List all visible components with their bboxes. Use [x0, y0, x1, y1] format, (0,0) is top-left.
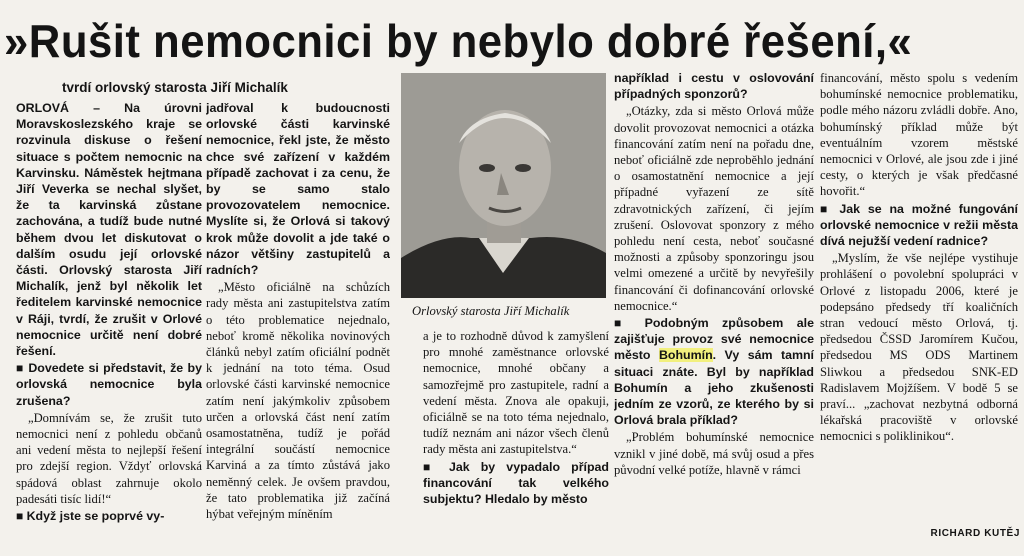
article-lead: ORLOVÁ – Na úrovni Moravskoslezského kraje se rozvinula diskuse o řešení situace s počtem nemocnic na Karvinsku. Náměstek hejtmana Jiří Veverka se nechal slyšet, že ta karvinská zůstane zachována, a tudíž bude nutné během dvou let diskutovat o dalším osudu její orlovské části. Orlovský starosta Jiří Michalík, jenž byl několik let ředitelem karvinské nemocnice v Ráji, tvrdí, že zrušit v Orlové nemocnice určitě není dobré řešení.	[16, 101, 202, 359]
interview-question-continued: například i cestu v oslovování případných sponzorů?	[614, 71, 814, 102]
portrait-photo	[401, 73, 606, 298]
interview-question-continued: jadřoval k budoucnosti orlovské části karvinské nemocnice, řekl jste, že město chce své zařízení v každém případě zachovat i za cenu, že by se samo stalo provozovatelem nemocnice. Myslíte si, že Orlová si takový krok může dovolit a jde také o názor většiny zastupitelů a radních?	[206, 101, 390, 278]
interview-question: ■ Jak se na možné fungování orlovské nemocnice v režii města dívá nejužší vedení radnice?	[820, 201, 1018, 250]
interview-answer: financování, město spolu s vedením bohumínské nemocnice problematiku, podle mého názoru zvládli dobře. Ano, bohumínský příklad může být eventuálním vzorem městské nemocnici v Orlové, ale jsou zde i jiné cesty, o kterých je však předčasné hovořit.“	[820, 71, 1018, 199]
interview-question: ■ Dovedete si představit, že by orlovská nemocnice byla zrušena?	[16, 360, 202, 409]
article-column-5	[820, 70, 1018, 520]
interview-answer: „Problém bohumínské nemocnice vznikl v jiné době, má svůj osud a přes původní velké potíže, hlavně v rámci	[614, 430, 814, 477]
interview-answer: „Domnívám se, že zrušit tuto nemocnici není z pohledu občanů ani vedení města to nejlepší řešení pro zdejší region. Vždyť orlovská spádová oblast zahrnuje okolo padesáti tisíc lidí!“	[16, 410, 202, 506]
byline: RICHARD KUTĚJ	[930, 528, 1020, 539]
article-column-1	[16, 100, 202, 552]
highlighted-word: Bohumín	[658, 348, 713, 363]
question-text: . Vy sám tamní situaci znáte. Byl by například Bohumín a jeho zkušenosti jedním ze vzorů, ze kterého by si Orlová brala příklad?	[614, 348, 814, 428]
article-column-2	[206, 100, 390, 552]
interview-answer: a je to rozhodně důvod k zamyšlení pro mnohé zaměstnance orlovské nemocnice, mnohé občany a samozřejmě pro zastupitele, radní a vedení města. Znova ale opakuji, oficiálně se na toto téma nejednalo, tudíž neznám ani názor všech členů rady města ani zastupitelstva.“	[423, 329, 609, 457]
question-text: Podobným způsobem ale zajišťuje provoz své nemocnice město	[614, 316, 814, 363]
interview-question: ■ Jak by vypadalo případ financování tak velkého subjektu? Hledalo by město	[423, 459, 609, 508]
interview-answer: „Myslím, že vše nejlépe vystihuje prohlášení o povolební spolupráci v Orlové z listopadu 2006, které je podepsáno předsedy tří koaličních stran vedoucí město Orlová, tj. předsedou ČSSD Jaromírem Kučou, předsedou MS ODS Martinem Sliwkou a předsedou SNK-ED Radislavem Mojžíšem. V bodě 5 se praví... „zachovat nezbytná odborná lékařská pracoviště v orlovské nemocnici s poliklinikou“.	[820, 251, 1018, 444]
subheadline: tvrdí orlovský starosta Jiří Michalík	[62, 80, 288, 95]
headline: »Rušit nemocnici by nebylo dobré řešení,«	[4, 15, 913, 67]
interview-question	[614, 315, 814, 428]
interview-answer: „Otázky, zda si město Orlová může dovolit provozovat nemocnici a otázka financování zatím není na pořadu dne, neboť oficiálně zde neproběhlo jednání o osamostatnění nemocnice a její případné vyřazení ze sítě zdravotnických zařízení, či jejím zrušení. Oslovovat sponzory z mého pohledu není cesta, neboť současné možnosti a způsoby sponzoringu jsou velmi omezené a určitě by nevyřešily financování či dofinancování orlovské nemocnice.“	[614, 104, 814, 313]
photo-caption: Orlovský starosta Jiří Michalík	[412, 304, 570, 318]
article-column-3	[423, 328, 609, 554]
article-column-4	[614, 70, 814, 554]
interview-question: ■ Když jste se poprvé vy-	[16, 508, 202, 524]
interview-answer: „Město oficiálně na schůzích rady města ani zastupitelstva zatím o této problematice nejednalo, neboť kromě několika novinových článků nebyl zatím oficiální podnět k jednání na toto téma. Osud orlovské části karvinské nemocnice zatím není jakýmkoliv způsobem určen a orlovská část není zatím osamostatněna, tudíž je pořád integrální součástí nemocnice Karviná a za tímto zůstává jako neměnný celek. Je ovšem pravdou, že tato problematika již začíná hýbat veřejným míněním	[206, 280, 390, 522]
